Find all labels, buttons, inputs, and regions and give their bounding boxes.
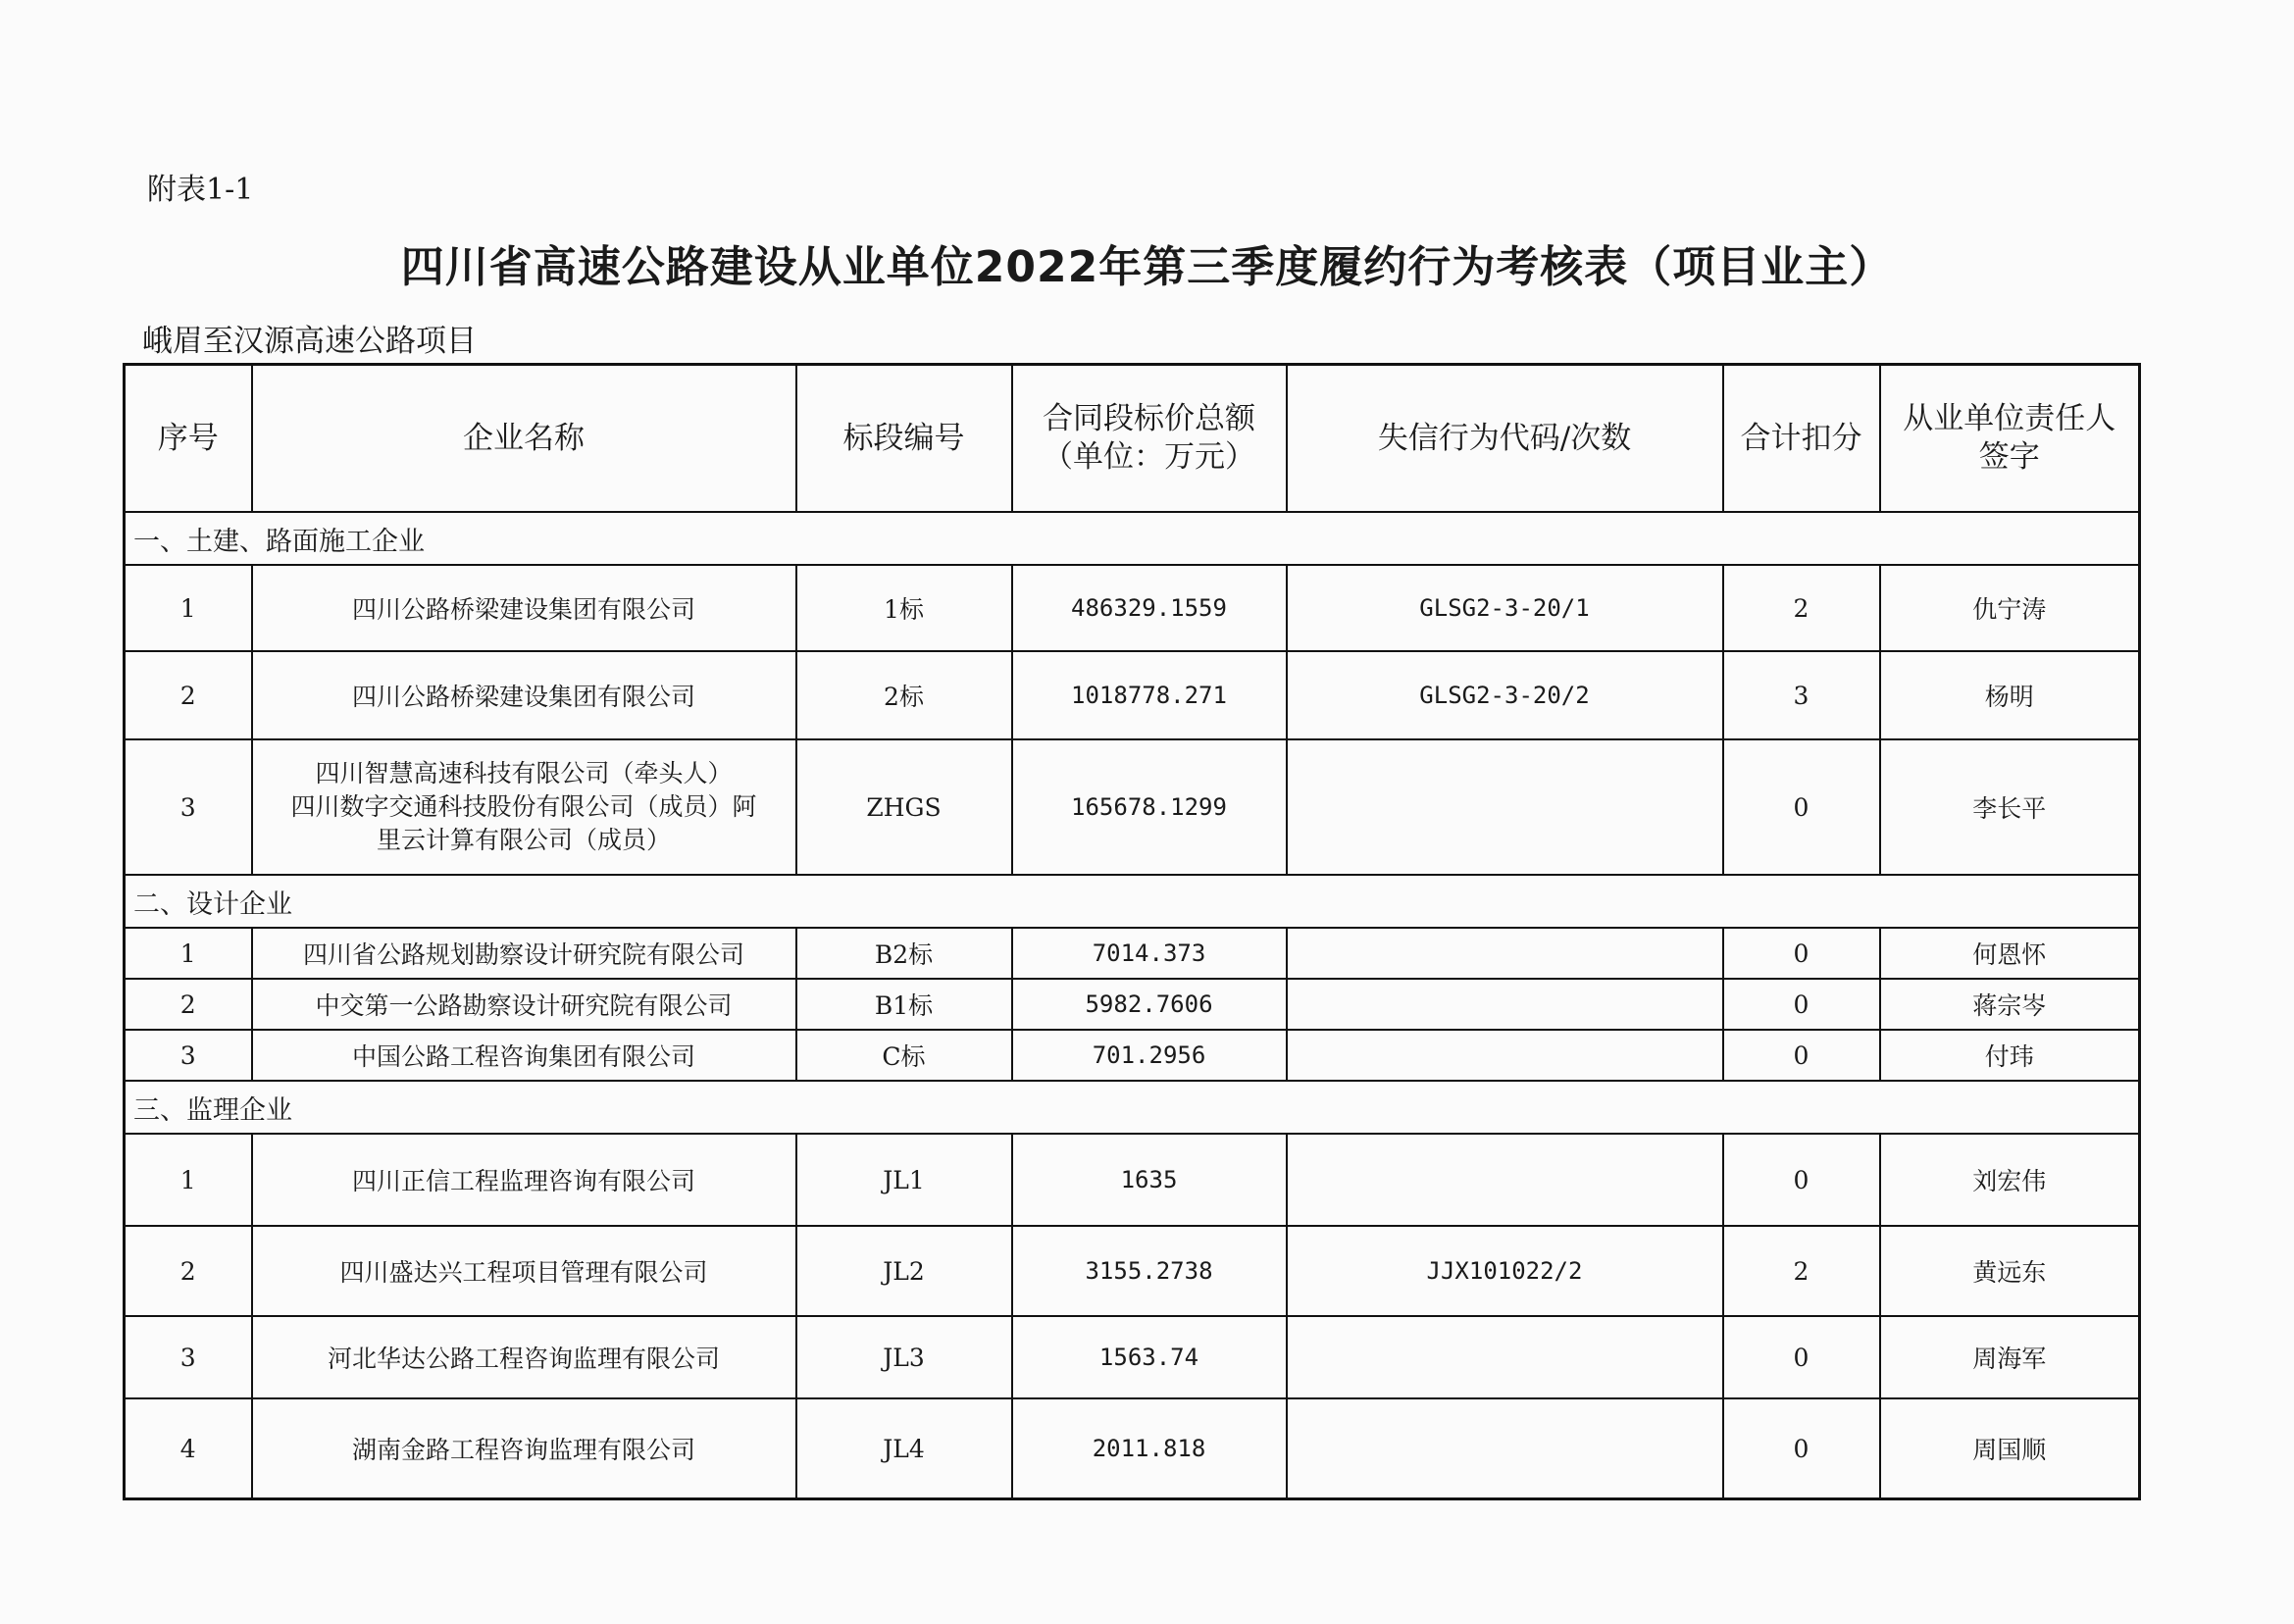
cell-price: 2011.818 bbox=[1012, 1398, 1287, 1499]
section-row bbox=[125, 875, 2140, 928]
cell-deduction: 0 bbox=[1723, 1030, 1880, 1081]
table-row bbox=[125, 1226, 2140, 1316]
cell-person: 仇宁涛 bbox=[1880, 565, 2140, 651]
cell-seq: 2 bbox=[125, 1226, 252, 1316]
cell-company: 四川盛达兴工程项目管理有限公司 bbox=[252, 1226, 796, 1316]
cell-company bbox=[252, 739, 796, 875]
assessment-table bbox=[123, 363, 2141, 1500]
cell-section-no: C标 bbox=[796, 1030, 1012, 1081]
cell-violation bbox=[1287, 1398, 1723, 1499]
col-header-signature-line2: 签字 bbox=[1978, 439, 2040, 475]
table-row bbox=[125, 565, 2140, 651]
col-header-contract-price-line1: 合同段标价总额 bbox=[1043, 401, 1255, 437]
cell-seq: 1 bbox=[125, 565, 252, 651]
cell-section-no: JL3 bbox=[796, 1316, 1012, 1398]
cell-price: 1635 bbox=[1012, 1134, 1287, 1226]
cell-violation bbox=[1287, 1316, 1723, 1398]
cell-person: 李长平 bbox=[1880, 739, 2140, 875]
project-name: 峨眉至汉源高速公路项目 bbox=[142, 324, 477, 359]
cell-seq: 4 bbox=[125, 1398, 252, 1499]
cell-company: 四川公路桥梁建设集团有限公司 bbox=[252, 565, 796, 651]
cell-company: 四川省公路规划勘察设计研究院有限公司 bbox=[252, 928, 796, 979]
table-header-row bbox=[125, 365, 2140, 513]
table-row bbox=[125, 1030, 2140, 1081]
cell-deduction: 2 bbox=[1723, 565, 1880, 651]
cell-person: 周海军 bbox=[1880, 1316, 2140, 1398]
cell-violation bbox=[1287, 1030, 1723, 1081]
cell-person: 何恩怀 bbox=[1880, 928, 2140, 979]
cell-violation bbox=[1287, 979, 1723, 1030]
col-header-seq: 序号 bbox=[125, 365, 252, 513]
col-header-signature-line1: 从业单位责任人 bbox=[1903, 401, 2116, 437]
table-row bbox=[125, 739, 2140, 875]
table-row bbox=[125, 979, 2140, 1030]
cell-deduction: 2 bbox=[1723, 1226, 1880, 1316]
col-header-contract-price bbox=[1012, 365, 1287, 513]
appendix-label: 附表1-1 bbox=[147, 173, 254, 207]
cell-company: 河北华达公路工程咨询监理有限公司 bbox=[252, 1316, 796, 1398]
table-row bbox=[125, 928, 2140, 979]
cell-violation: JJX101022/2 bbox=[1287, 1226, 1723, 1316]
cell-section-no: JL2 bbox=[796, 1226, 1012, 1316]
cell-violation: GLSG2-3-20/1 bbox=[1287, 565, 1723, 651]
cell-section-no: 1标 bbox=[796, 565, 1012, 651]
cell-person: 周国顺 bbox=[1880, 1398, 2140, 1499]
cell-section-no: B1标 bbox=[796, 979, 1012, 1030]
cell-seq: 3 bbox=[125, 1030, 252, 1081]
cell-violation: GLSG2-3-20/2 bbox=[1287, 651, 1723, 739]
cell-section-no: 2标 bbox=[796, 651, 1012, 739]
cell-seq: 3 bbox=[125, 739, 252, 875]
cell-company: 中国公路工程咨询集团有限公司 bbox=[252, 1030, 796, 1081]
col-header-company: 企业名称 bbox=[252, 365, 796, 513]
cell-price: 701.2956 bbox=[1012, 1030, 1287, 1081]
company-line: 里云计算有限公司（成员） bbox=[376, 825, 671, 854]
cell-price: 1018778.271 bbox=[1012, 651, 1287, 739]
cell-violation bbox=[1287, 1134, 1723, 1226]
page-title: 四川省高速公路建设从业单位2022年第三季度履约行为考核表（项目业主） bbox=[400, 242, 1894, 292]
cell-seq: 3 bbox=[125, 1316, 252, 1398]
cell-seq: 2 bbox=[125, 651, 252, 739]
col-header-total-deduction: 合计扣分 bbox=[1723, 365, 1880, 513]
cell-price: 3155.2738 bbox=[1012, 1226, 1287, 1316]
cell-deduction: 0 bbox=[1723, 1316, 1880, 1398]
cell-company: 四川公路桥梁建设集团有限公司 bbox=[252, 651, 796, 739]
section-label: 二、设计企业 bbox=[125, 875, 2140, 928]
col-header-contract-price-line2: （单位：万元） bbox=[1043, 439, 1255, 475]
cell-deduction: 0 bbox=[1723, 1398, 1880, 1499]
section-label: 三、监理企业 bbox=[125, 1081, 2140, 1134]
section-label: 一、土建、路面施工企业 bbox=[125, 512, 2140, 565]
cell-deduction: 0 bbox=[1723, 979, 1880, 1030]
section-row bbox=[125, 1081, 2140, 1134]
cell-section-no: JL4 bbox=[796, 1398, 1012, 1499]
company-line: 四川数字交通科技股份有限公司（成员）阿 bbox=[290, 792, 757, 822]
cell-violation bbox=[1287, 739, 1723, 875]
cell-section-no: B2标 bbox=[796, 928, 1012, 979]
cell-person: 刘宏伟 bbox=[1880, 1134, 2140, 1226]
cell-price: 165678.1299 bbox=[1012, 739, 1287, 875]
cell-company: 四川正信工程监理咨询有限公司 bbox=[252, 1134, 796, 1226]
col-header-signature bbox=[1880, 365, 2140, 513]
cell-seq: 2 bbox=[125, 979, 252, 1030]
cell-violation bbox=[1287, 928, 1723, 979]
cell-section-no: JL1 bbox=[796, 1134, 1012, 1226]
cell-person: 蒋宗岑 bbox=[1880, 979, 2140, 1030]
cell-deduction: 3 bbox=[1723, 651, 1880, 739]
cell-person: 付玮 bbox=[1880, 1030, 2140, 1081]
cell-price: 5982.7606 bbox=[1012, 979, 1287, 1030]
col-header-section-no: 标段编号 bbox=[796, 365, 1012, 513]
table-row bbox=[125, 1316, 2140, 1398]
cell-section-no: ZHGS bbox=[796, 739, 1012, 875]
cell-person: 杨明 bbox=[1880, 651, 2140, 739]
cell-deduction: 0 bbox=[1723, 928, 1880, 979]
col-header-violation: 失信行为代码/次数 bbox=[1287, 365, 1723, 513]
cell-price: 7014.373 bbox=[1012, 928, 1287, 979]
cell-price: 1563.74 bbox=[1012, 1316, 1287, 1398]
table-row bbox=[125, 1134, 2140, 1226]
cell-price: 486329.1559 bbox=[1012, 565, 1287, 651]
cell-seq: 1 bbox=[125, 1134, 252, 1226]
section-row bbox=[125, 512, 2140, 565]
company-line: 四川智慧高速科技有限公司（牵头人） bbox=[315, 759, 733, 788]
cell-deduction: 0 bbox=[1723, 739, 1880, 875]
cell-deduction: 0 bbox=[1723, 1134, 1880, 1226]
table-row bbox=[125, 1398, 2140, 1499]
table-row bbox=[125, 651, 2140, 739]
cell-person: 黄远东 bbox=[1880, 1226, 2140, 1316]
cell-seq: 1 bbox=[125, 928, 252, 979]
cell-company: 中交第一公路勘察设计研究院有限公司 bbox=[252, 979, 796, 1030]
cell-company: 湖南金路工程咨询监理有限公司 bbox=[252, 1398, 796, 1499]
